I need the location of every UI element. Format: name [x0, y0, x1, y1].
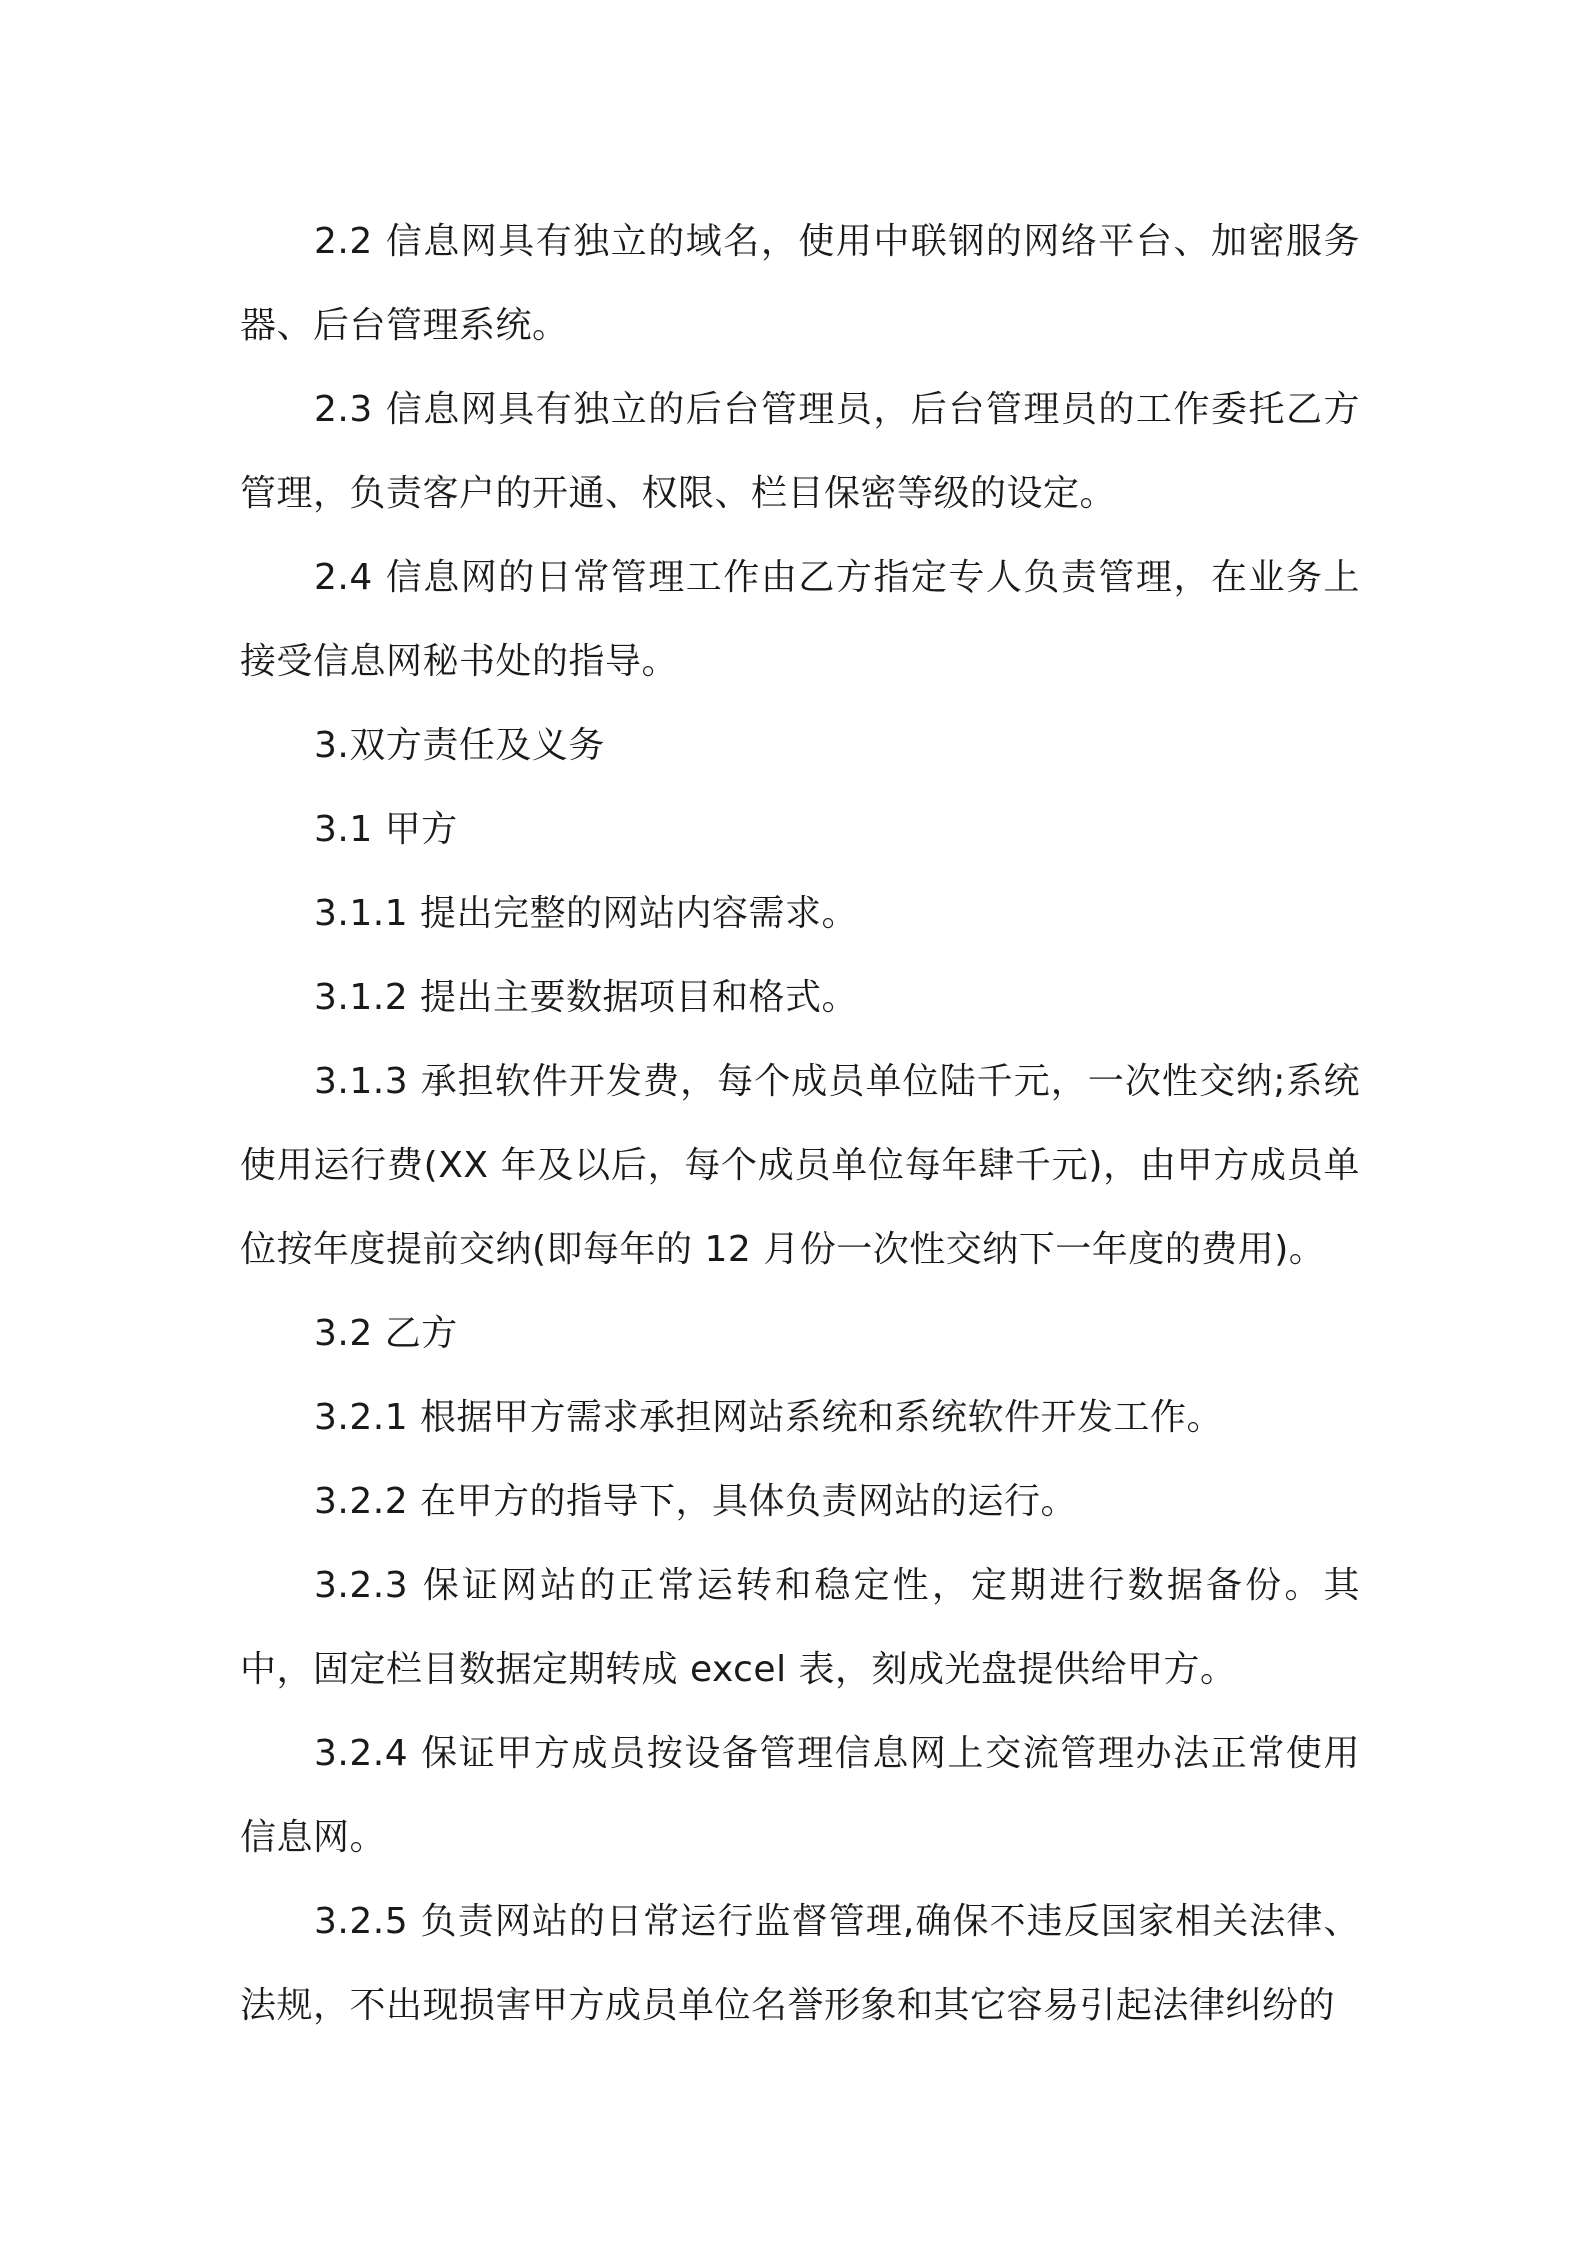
paragraph-2-2: 2.2 信息网具有独立的域名，使用中联钢的网络平台、加密服务器、后台管理系统。: [240, 221, 1360, 346]
paragraph-2-3: 2.3 信息网具有独立的后台管理员，后台管理员的工作委托乙方管理，负责客户的开通、权限、栏目保密等级的设定。: [240, 389, 1360, 514]
paragraph-3-2-2: 3.2.2 在甲方的指导下，具体负责网站的运行。: [314, 1481, 1078, 1522]
paragraph-3-2-1: 3.2.1 根据甲方需求承担网站系统和系统软件开发工作。: [314, 1397, 1224, 1438]
paragraph-3-2-5: 3.2.5 负责网站的日常运行监督管理,确保不违反国家相关法律、法规，不出现损害甲方成员单位名誉形象和其它容易引起法律纠纷的: [240, 1901, 1360, 2026]
subsection-heading-3-2: 3.2 乙方: [314, 1313, 458, 1354]
section-heading-3: 3.双方责任及义务: [314, 725, 605, 766]
paragraph-3-1-2: 3.1.2 提出主要数据项目和格式。: [314, 977, 859, 1018]
subsection-heading-3-1: 3.1 甲方: [314, 809, 458, 850]
paragraph-3-2-3: 3.2.3 保证网站的正常运转和稳定性，定期进行数据备份。其中，固定栏目数据定期转成 excel 表，刻成光盘提供给甲方。: [240, 1565, 1360, 1690]
paragraph-2-4: 2.4 信息网的日常管理工作由乙方指定专人负责管理，在业务上接受信息网秘书处的指导。: [240, 557, 1360, 682]
paragraph-3-1-3: 3.1.3 承担软件开发费，每个成员单位陆千元，一次性交纳;系统使用运行费(XX 年及以后，每个成员单位每年肆千元)，由甲方成员单位按年度提前交纳(即每年的 12 月份一次性交纳下一年度的费用)。: [240, 1061, 1360, 1270]
paragraph-3-2-4: 3.2.4 保证甲方成员按设备管理信息网上交流管理办法正常使用信息网。: [240, 1733, 1360, 1858]
paragraph-3-1-1: 3.1.1 提出完整的网站内容需求。: [314, 893, 859, 934]
document-body: [240, 200, 1360, 2048]
